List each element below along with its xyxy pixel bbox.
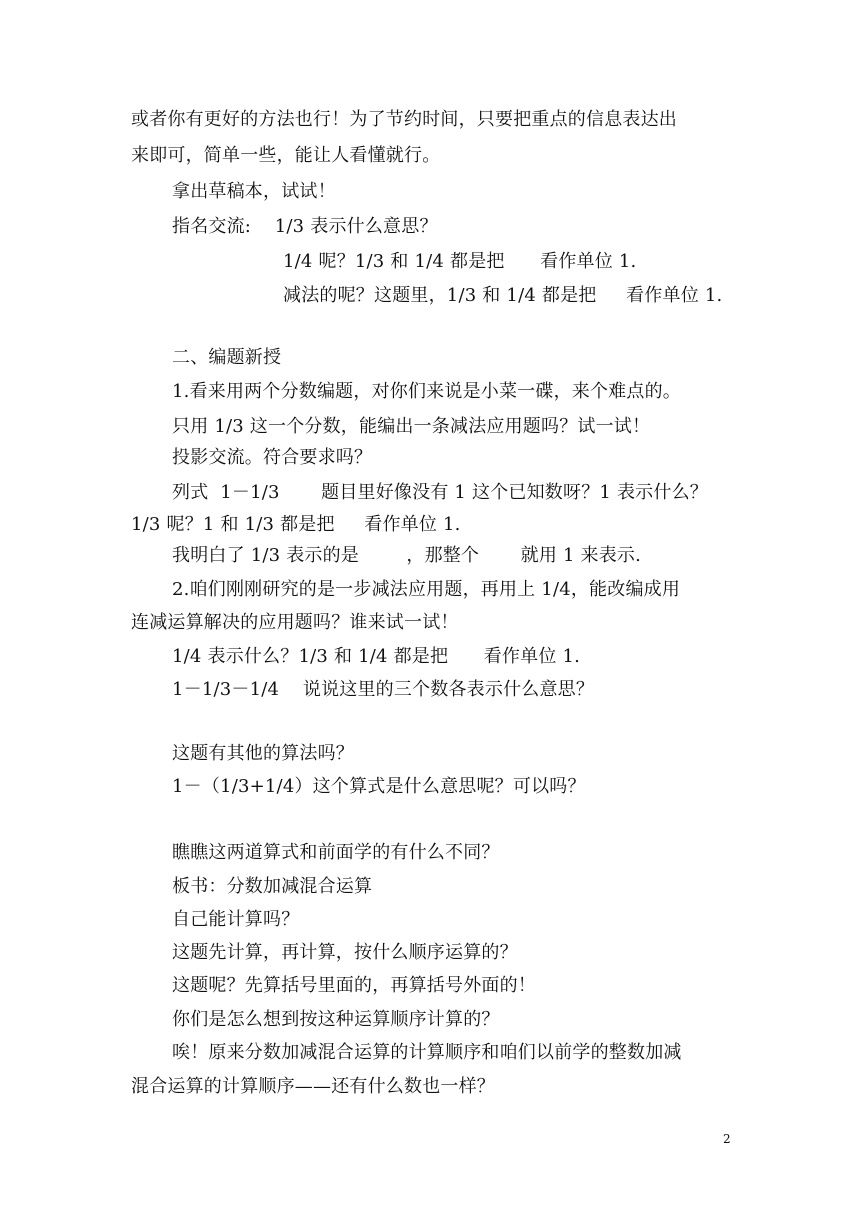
text-line: 瞧瞧这两道算式和前面学的有什么不同？ bbox=[172, 842, 500, 863]
text-line: 列式 1－1/3 题目里好像没有 1 这个已知数呀？1 表示什么？ bbox=[172, 482, 708, 503]
text-line: 投影交流。符合要求吗？ bbox=[172, 447, 373, 468]
text-line: 板书：分数加减混合运算 bbox=[172, 876, 373, 897]
text-line: 这题先计算，再计算，按什么顺序运算的？ bbox=[172, 942, 518, 963]
text-line: 只用 1/3 这一个分数，能编出一条减法应用题吗？试一试！ bbox=[172, 416, 651, 437]
text-line: 混合运算的计算顺序——还有什么数也一样？ bbox=[131, 1076, 495, 1097]
text-line: 指名交流: 1/3 表示什么意思？ bbox=[172, 216, 438, 237]
text-line: 1/3 呢？1 和 1/3 都是把 看作单位 1. bbox=[131, 514, 461, 535]
text-line: 1－（1/3+1/4）这个算式是什么意思呢？可以吗？ bbox=[172, 776, 586, 797]
text-line: 来即可，简单一些，能让人看懂就行。 bbox=[131, 145, 441, 166]
section-heading: 二、编题新授 bbox=[172, 347, 282, 368]
text-line: 这题有其他的算法吗？ bbox=[172, 743, 354, 764]
text-line: 或者你有更好的方法也行！为了节约时间，只要把重点的信息表达出 bbox=[131, 109, 677, 130]
text-line: 连减运算解决的应用题吗？谁来试一试！ bbox=[131, 612, 459, 633]
text-line: 唉！原来分数加减混合运算的计算顺序和咱们以前学的整数加减 bbox=[172, 1042, 682, 1063]
text-line: 你们是怎么想到按这种运算顺序计算的？ bbox=[172, 1009, 500, 1030]
text-line: 减法的呢？这题里，1/3 和 1/4 都是把 看作单位 1. bbox=[283, 285, 723, 306]
text-line: 1.看来用两个分数编题，对你们来说是小菜一碟，来个难点的。 bbox=[172, 381, 681, 402]
text-line: 1/4 呢？1/3 和 1/4 都是把 看作单位 1. bbox=[283, 251, 637, 272]
page-number: 2 bbox=[723, 1132, 731, 1146]
text-line: 2.咱们刚刚研究的是一步减法应用题，再用上 1/4，能改编成用 bbox=[172, 579, 681, 600]
text-line: 这题呢？先算括号里面的，再算括号外面的！ bbox=[172, 975, 536, 996]
text-line: 拿出草稿本，试试！ bbox=[172, 181, 336, 202]
text-line: 1/4 表示什么？1/3 和 1/4 都是把 看作单位 1. bbox=[172, 646, 581, 667]
text-line: 1－1/3－1/4 说说这里的三个数各表示什么意思？ bbox=[172, 679, 595, 700]
text-line: 我明白了 1/3 表示的是 ，那整个 就用 1 来表示. bbox=[172, 545, 642, 566]
text-line: 自己能计算吗？ bbox=[172, 909, 300, 930]
